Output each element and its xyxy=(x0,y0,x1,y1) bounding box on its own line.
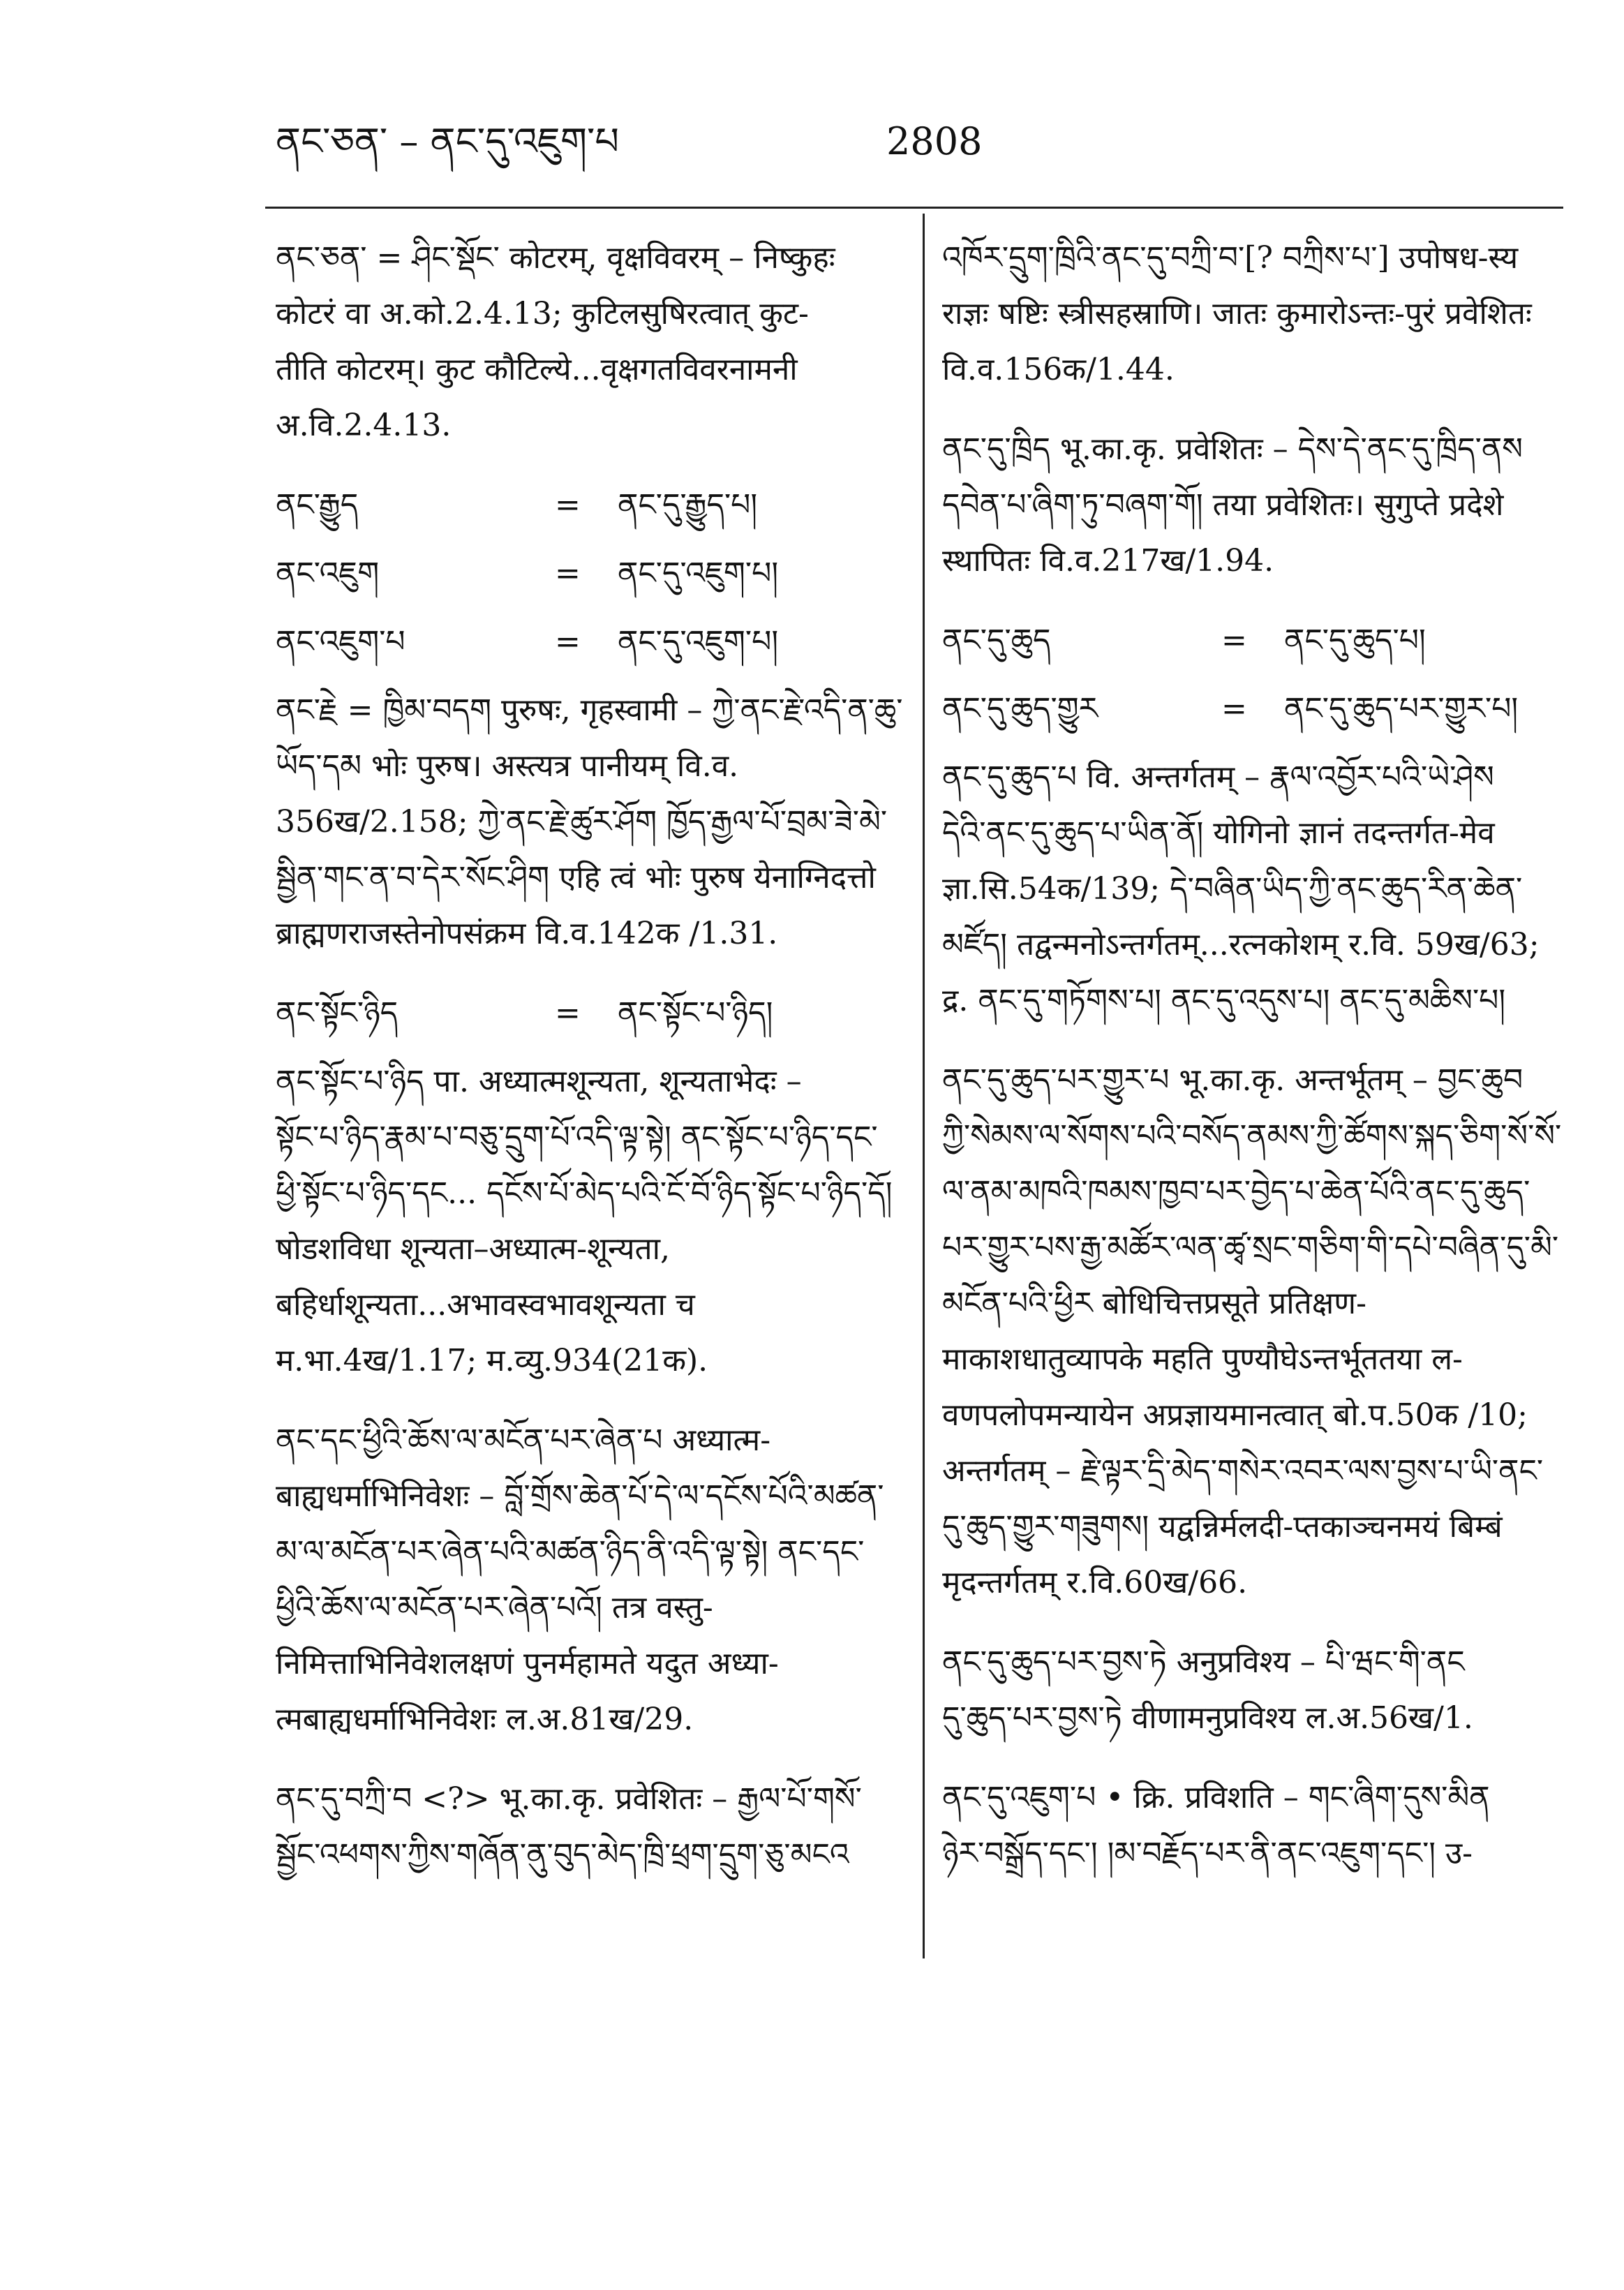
entry-headword: ནང་འཇུག་པ xyxy=(276,624,405,660)
dictionary-entry xyxy=(276,1771,904,1883)
column-divider xyxy=(923,214,925,1958)
entry-body: དུ་ཆུད་པར་བྱས་ཏེ वीणामनुप्रविश्य ल.अ.56ख/1. xyxy=(942,1700,1473,1736)
cross-reference: ནང་དུ་ཆུད་པ། xyxy=(1284,623,1426,658)
header-rule xyxy=(265,207,1563,209)
entry-headword: ནང་རྒྱུད xyxy=(276,487,359,523)
cross-reference: ནང་དུ་ཆུད་པར་གྱུར་པ། xyxy=(1284,691,1519,727)
equals-sign: = xyxy=(1221,623,1247,658)
cross-reference-entry xyxy=(276,614,904,670)
entry-headword: ནང་དུ་ཆུད་པ वि. अन्तर्गतम् – རྣལ་འབྱོར་པའི་ཡེ་ཤེས xyxy=(942,759,1494,795)
entry-headword: ནང་འཇུག xyxy=(276,556,380,591)
cross-reference-entry xyxy=(276,986,904,1041)
entry-headword: ནང་དུ་ཆུད་པར་གྱུར་པ भू.का.कृ. अन्तर्भूतम् – བྱང་ཆུབ xyxy=(942,1062,1524,1098)
dictionary-entry xyxy=(942,1053,1563,1611)
running-head: ནང་ཅན་ – ནང་དུ་འཇུག་པ xyxy=(276,119,619,163)
dictionary-entry xyxy=(942,750,1563,1029)
left-column xyxy=(276,230,904,1907)
entry-headword: ནང་དུ་ཁྲིད भू.का.कृ. प्रवेशितः – དེས་དེ་ནང་དུ་ཁྲིད་ནས xyxy=(942,431,1523,467)
entry-body: 356ख/2.158; ཀྱེ་ནང་རྗེ་ཚུར་ཤོག ཁྱོད་རྒྱལ་པོ་བྲམ་ཟེ་མེ་སྦྱིན་གང་ན་བ་དེར་སོང་ཤིག एहि त्वं भोः पुरुष येनाग्निदत्तो ब्राह्मणराजस्तेनोपसंक्रम वि.व.142क /1.31. xyxy=(276,804,888,951)
cross-reference-entry xyxy=(276,546,904,602)
cross-reference: ནང་དུ་རྒྱུད་པ། xyxy=(618,487,758,523)
cross-reference: ནང་སྟོང་པ་ཉིད། xyxy=(618,995,773,1031)
cross-reference: ནང་དུ་འཇུག་པ། xyxy=(618,624,779,660)
entry-headword: ནང་རྗེ = ཁྱིམ་བདག पुरुषः, गृहस्वामी – ཀྱེ་ནང་རྗེ་འདི་ན་ཆུ་ཡོད་དམ भोः पुरुष। अस्त्यत्र पानीयम् वि.व. xyxy=(276,692,903,784)
cross-reference-entry xyxy=(942,681,1563,737)
dictionary-entry xyxy=(276,1054,904,1389)
dictionary-entry xyxy=(942,1635,1563,1746)
equals-sign: = xyxy=(555,995,581,1031)
entry-body: तीति कोटरम्। कुट कौटिल्ये...वृक्षगतविवरनामनी अ.वि.2.4.13. xyxy=(276,352,798,443)
dictionary-entry xyxy=(276,683,904,962)
entry-headword: ནང་ཅན་ = ཤིང་སྡོང་ कोटरम्, वृक्षविवरम् – निष्कुहः कोटरं वा अ.को.2.4.13; कुटिलसुषिरत्वात् कुट- xyxy=(276,240,835,332)
entry-headword: ནང་དང་ཕྱིའི་ཆོས་ལ་མངོན་པར་ཞེན་པ अध्यात्म- xyxy=(276,1422,771,1458)
dictionary-entry xyxy=(276,230,904,454)
page-number: 2808 xyxy=(886,119,983,163)
right-column xyxy=(942,230,1563,1905)
entry-headword: ནང་དུ་བཀྲི་བ <?> भू.का.कृ. प्रवेशितः – རྒྱལ་པོ་གསོ་སྦྱོང་འཕགས་ཀྱིས་གཞོན་ནུ་བུད་མེད་ཁྲི་ཕྲག་དྲུག་ཅུ་མངའ xyxy=(276,1781,862,1873)
cross-reference-entry xyxy=(942,613,1563,669)
entry-headword: ནང་དུ་ཆུད་པར་བྱས་ཏེ अनुप्रविश्य – པི་ཝང་གི་ནང xyxy=(942,1644,1465,1680)
dictionary-entry xyxy=(942,422,1563,589)
equals-sign: = xyxy=(1221,691,1247,727)
dictionary-entry xyxy=(942,230,1563,398)
entry-body: འཁོར་དྲུག་ཁྲིའི་ནང་དུ་བཀྲི་བ་[? བཀྲིས་པ་] उपोषध-स्य राज्ञः षष्टिः स्त्रीसहस्राणि। जातः कुमारोऽन्तः-पुरं प्रवेशितः वि.व.156क/1.44. xyxy=(942,240,1532,387)
entry-body: ཀྱི་སེམས་ལ་སོགས་པའི་བསོད་ནམས་ཀྱི་ཚོགས་སྐད་ཅིག་སོ་སོ་ལ་ནམ་མཁའི་ཁམས་ཁྱབ་པར་བྱེད་པ་ཆེན་པོའི་ནང་དུ་ཆུད་པར་གྱུར་པས་རྒྱ་མཚོར་ལན་ཚྭ་སྲང་གཅིག་གི་དཔེ་བཞིན་དུ་མི་མངོན་པའི་ཕྱིར बोधिचित्तप्रसूते प्रतिक्षण-माकाशधातुव्यापके महति पुण्यौघेऽन्तर्भूततया ल-वणपलोपमन्यायेन अप्रज्ञायमानत्वात् बो.प.50क /10; अन्तर्गतम् – རྗེ་ལྟར་དྲི་མེད་གསེར་འབར་ལས་བྱས་པ་ཡི་ནང་དུ་ཆུད་གྱུར་གཟུགས། यद्वन्निर्मलदी-प्तकाञ्चनमयं बिम्बं मृदन्तर्गतम् र.वि.60ख/66. xyxy=(942,1118,1562,1600)
equals-sign: = xyxy=(555,624,581,660)
entry-body: ཉེར་བསྒྲོད་དང་། །མ་བརྗོད་པར་ནི་ནང་འཇུག་དང་། उ- xyxy=(942,1836,1473,1871)
entry-body: बाह्यधर्माभिनिवेशः – བློ་གྲོས་ཆེན་པོ་དེ་ལ་དངོས་པོའི་མཚན་མ་ལ་མངོན་པར་ཞེན་པའི་མཚན་ཉིད་ནི་འདི་ལྟ་སྟེ། ནང་དང་ཕྱིའི་ཆོས་ལ་མངོན་པར་ཞེན་པའོ། तत्र वस्तु-निमित्ताभिनिवेशलक्षणं पुनर्महामते यदुत अध्या-त्मबाह्यधर्माभिनिवेशः ल.अ.81ख/29. xyxy=(276,1478,884,1737)
entry-headword: ནང་སྟོང་པ་ཉིད पा. अध्यात्मशून्यता, शून्यताभेदः – xyxy=(276,1064,802,1099)
equals-sign: = xyxy=(555,556,581,591)
entry-body: དེའི་ནང་དུ་ཆུད་པ་ཡིན་ནོ། योगिनो ज्ञानं तदन्तर्गत-मेव ज्ञा.सि.54क/139; དེ་བཞིན་ཡིད་ཀྱི་ནང་ཆུད་རིན་ཆེན་མཛོད། तद्वन्मनोऽन्तर्गतम्...रत्नकोशम् र.वि. 59ख/63; द्र. ནང་དུ་གཏོགས་པ། ནང་དུ་འདུས་པ། ནང་དུ་མཆིས་པ། xyxy=(942,815,1540,1018)
entry-headword: ནང་དུ་ཆུད་གྱུར xyxy=(942,691,1098,727)
equals-sign: = xyxy=(555,487,581,523)
entry-body: དབེན་པ་ཞིག་ཏུ་བཞག་གོ། तया प्रवेशितः। सुगुप्ते प्रदेशे स्थापितः वि.व.217ख/1.94. xyxy=(942,487,1504,579)
entry-headword: ནང་དུ་འཇུག་པ • क्रि. प्रविशति – གང་ཞིག་དུས་མིན xyxy=(942,1780,1490,1815)
entry-body: སྟོང་པ་ཉིད་རྣམ་པ་བཅུ་དྲུག་པོ་འདི་ལྟ་སྟེ། ནང་སྟོང་པ་ཉིད་དང་ཕྱི་སྟོང་པ་ཉིད་དང... དངོས་པོ་མེད་པའི་ངོ་བོ་ཉིད་སྟོང་པ་ཉིད་དོ། षोडशविधा शून्यता–अध्यात्म-शून्यता, बहिर्धाशून्यता...अभावस्वभावशून्यता च म.भा.4ख/1.17; म.व्यु.934(21क). xyxy=(276,1120,893,1378)
entry-headword: ནང་དུ་ཆུད xyxy=(942,623,1051,658)
cross-reference: ནང་དུ་འཇུག་པ། xyxy=(618,556,779,591)
cross-reference-entry xyxy=(276,477,904,533)
dictionary-entry xyxy=(276,1413,904,1748)
dictionary-entry xyxy=(942,1770,1563,1882)
entry-headword: ནང་སྟོང་ཉིད xyxy=(276,995,398,1031)
